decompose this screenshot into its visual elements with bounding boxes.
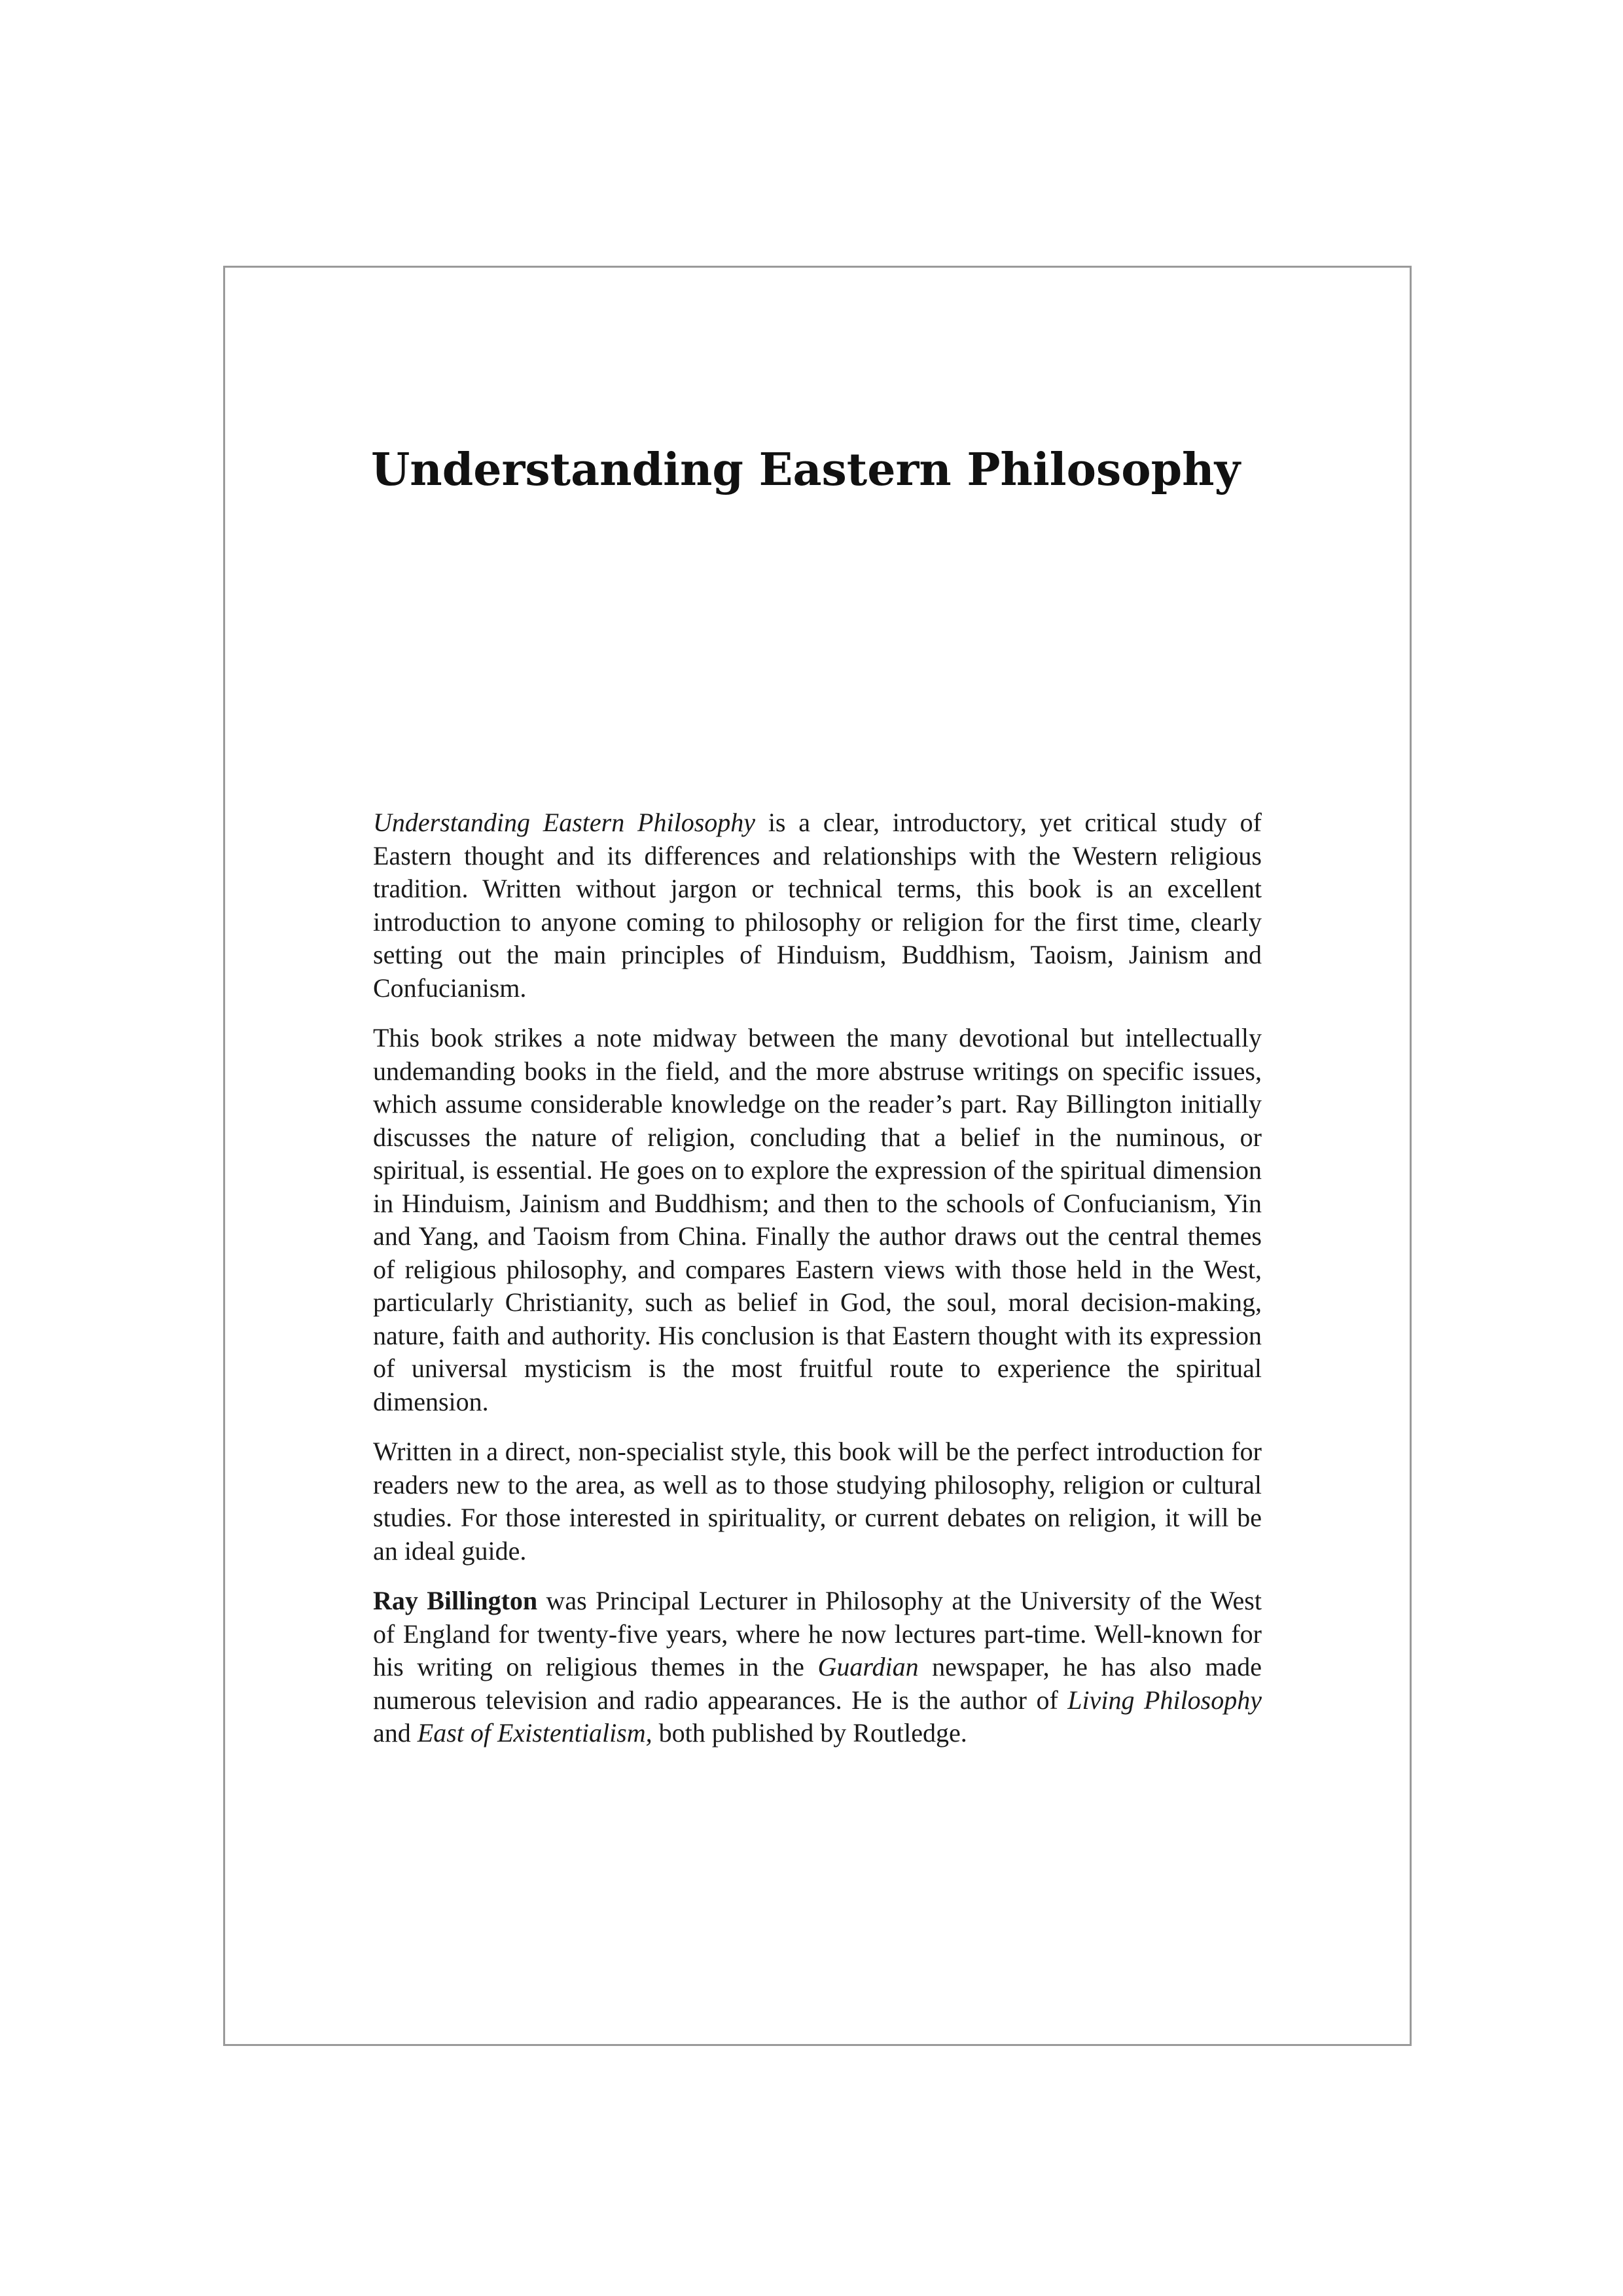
author-bio-text-4: both published by Routledge. <box>652 1718 967 1748</box>
author-bio-paragraph <box>373 1585 1262 1750</box>
other-book-title-2: East of Existentialism, <box>417 1718 652 1748</box>
description-paragraph-content: This book strikes a note midway between the many devotional but intellectually undemanding books in the field, and the more abstruse writings on specific issues, which assume considerable knowledge on the reader’s part. Ray Billington initially discusses the nature of religion, concluding that a belief in the numinous, or spiritual, is essential. He goes on to explore the expression of the spiritual dimension in Hinduism, Jainism and Buddhism; and then to the schools of Confucianism, Yin and Yang, and Taoism from China. Finally the author draws out the central themes of religious philosophy, and compares Eastern views with those held in the West, particularly Christianity, such as belief in God, the soul, moral decision-making, nature, faith and authority. His conclusion is that Eastern thought with its expression of universal mysticism is the most fruitful route to experience the spiritual dimension. <box>373 1023 1262 1416</box>
description-paragraph-intro <box>373 806 1262 1005</box>
intro-text: is a clear, introductory, yet critical study of Eastern thought and its differences and relationships with the Western religious tradition. Written without jargon or technical terms, this book is an excellent introduction to anyone coming to philosophy or religion for the first time, clearly setting out the main principles of Hinduism, Buddhism, Taoism, Jainism and Confucianism. <box>373 808 1262 1003</box>
newspaper-name: Guardian <box>817 1652 919 1681</box>
book-description <box>373 806 1262 1767</box>
other-book-title-1: Living Philosophy <box>1067 1685 1262 1715</box>
author-bio-text-3: and <box>373 1718 418 1748</box>
author-bio-text-2: newspaper, he has also made numerous television and radio appearances. He is the author of <box>373 1652 1262 1715</box>
italic-book-title: Understanding Eastern Philosophy <box>373 808 756 837</box>
author-name: Ray Billington <box>373 1586 538 1615</box>
author-bio-text-1: was Principal Lecturer in Philosophy at the University of the West of England for twenty-five years, where he now lectures part-time. Well-known for his writing on religious themes in the <box>373 1586 1262 1681</box>
description-paragraph-audience: Written in a direct, non-specialist style, this book will be the perfect introduction for readers new to the area, as well as to those studying philosophy, religion or cultural studies. For those interested in spirituality, or current debates on religion, it will be an ideal guide. <box>373 1437 1262 1566</box>
book-title: Understanding Eastern Philosophy <box>371 444 1241 496</box>
